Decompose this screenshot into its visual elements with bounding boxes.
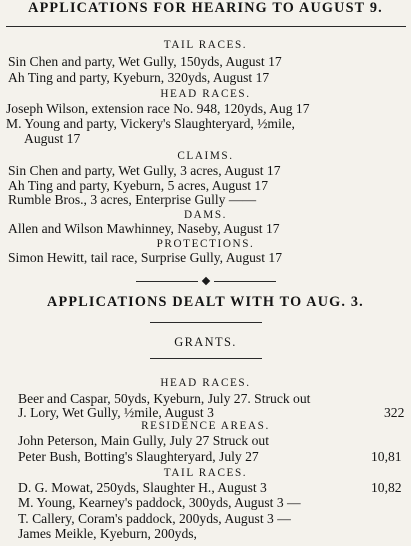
- list-item: Sin Chen and party, Wet Gully, 150yds, August 17: [8, 54, 282, 69]
- list-item: Sin Chen and party, Wet Gully, 3 acres, August 17: [8, 163, 281, 178]
- short-rule: [150, 358, 262, 359]
- head-races-heading: HEAD RACES.: [160, 88, 251, 100]
- list-item-figure: 10,82: [371, 480, 402, 495]
- list-item: Peter Bush, Botting's Slaughteryard, July 27: [18, 449, 259, 464]
- claims-heading: CLAIMS.: [177, 150, 234, 162]
- list-item: Beer and Caspar, 50yds, Kyeburn, July 27. Struck out: [18, 391, 311, 406]
- list-item: M. Young, Kearney's paddock, 300yds, August 3 —: [18, 495, 301, 510]
- list-item: Ah Ting and party, Kyeburn, 320yds, August 17: [8, 70, 270, 85]
- list-item-figure: 322: [384, 405, 405, 420]
- list-item: James Meikle, Kyeburn, 200yds,: [18, 526, 197, 541]
- residence-areas-heading: RESIDENCE AREAS.: [141, 420, 270, 432]
- list-item: Joseph Wilson, extension race No. 948, 120yds, Aug 17: [6, 101, 310, 116]
- tail-races-heading: TAIL RACES.: [163, 467, 248, 479]
- list-item: J. Lory, Wet Gully, ½mile, August 3: [18, 405, 214, 420]
- protections-heading: PROTECTIONS.: [156, 238, 255, 250]
- list-item: M. Young and party, Vickery's Slaughteryard, ½mile,: [6, 116, 295, 131]
- list-item: T. Callery, Coram's paddock, 200yds, August 3 —: [18, 511, 291, 526]
- head-races-heading: HEAD RACES.: [160, 377, 251, 389]
- list-item: John Peterson, Main Gully, July 27 Struck out: [18, 433, 269, 448]
- dams-heading: DAMS.: [183, 209, 228, 221]
- list-item-figure: 10,81: [371, 449, 402, 464]
- tail-races-heading: TAIL RACES.: [163, 39, 248, 51]
- grants-heading: GRANTS.: [174, 335, 237, 349]
- section1-title: APPLICATIONS FOR HEARING TO AUGUST 9.: [28, 0, 383, 16]
- title-rule: [6, 26, 406, 27]
- ornament-divider: [136, 276, 276, 288]
- list-item: August 17: [24, 131, 81, 146]
- list-item: Ah Ting and party, Kyeburn, 5 acres, August 17: [8, 178, 269, 193]
- short-rule: [150, 322, 262, 323]
- list-item: Simon Hewitt, tail race, Surprise Gully, August 17: [8, 250, 282, 265]
- list-item: Rumble Bros., 3 acres, Enterprise Gully ——: [8, 192, 257, 207]
- list-item: D. G. Mowat, 250yds, Slaughter H., August 3: [18, 480, 267, 495]
- list-item: Allen and Wilson Mawhinney, Naseby, August 17: [8, 221, 280, 236]
- section2-title: APPLICATIONS DEALT WITH TO AUG. 3.: [47, 294, 364, 310]
